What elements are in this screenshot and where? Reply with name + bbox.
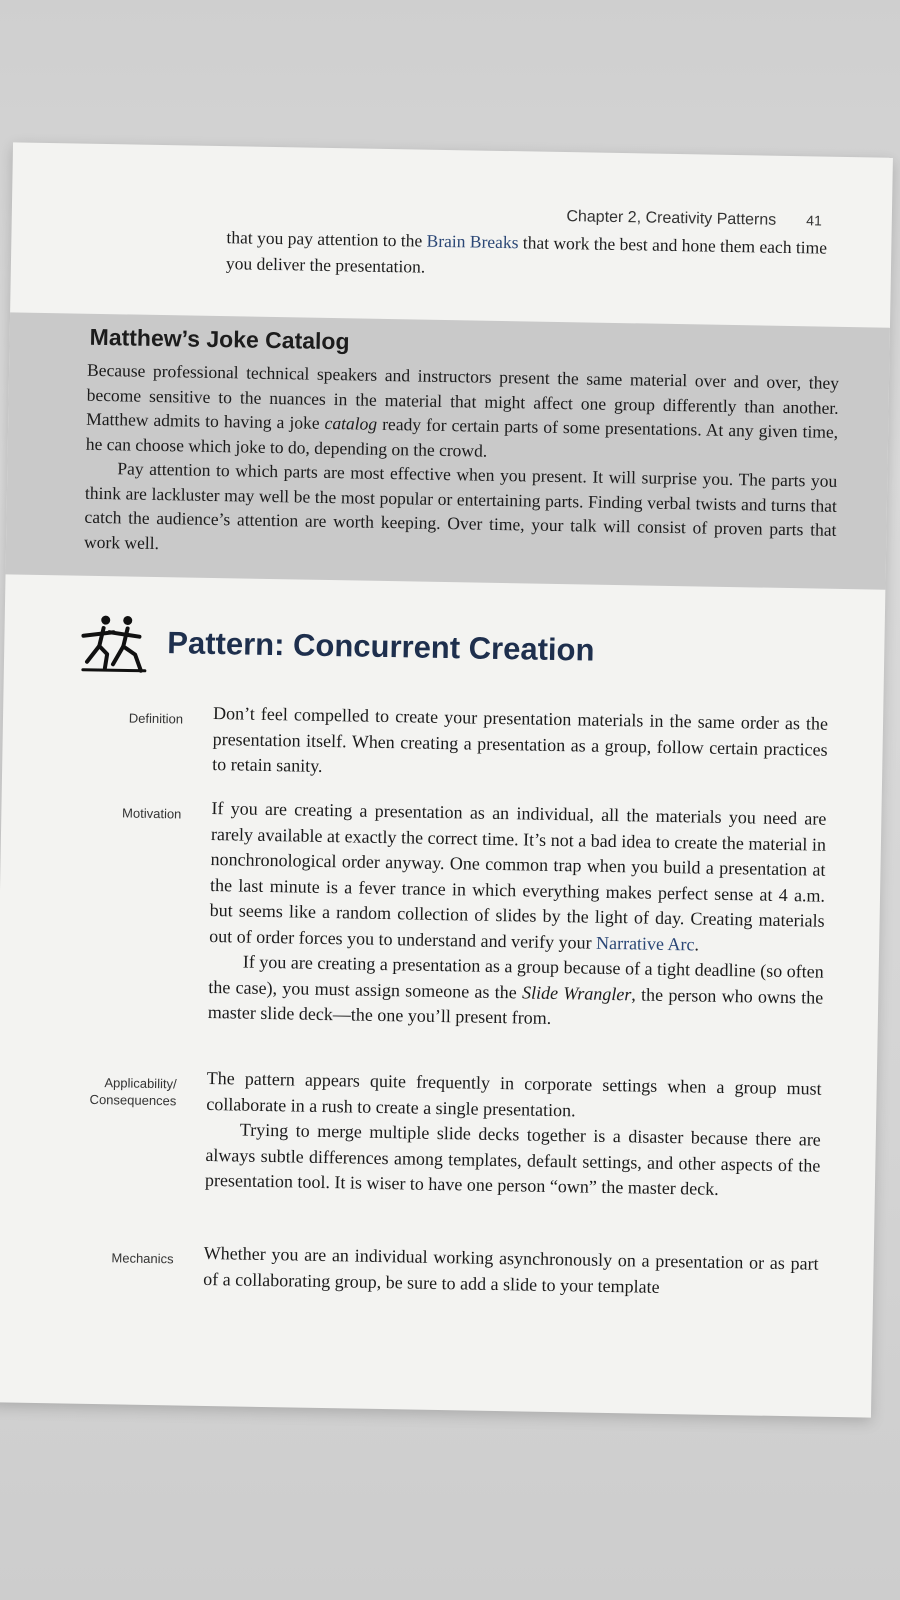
runners-icon: [79, 614, 150, 675]
motivation-p2-start: If you are creating a presentation as a group because of a tight deadline (so often the case), you must assign someone as the: [208, 951, 824, 1002]
catalog-emphasis: catalog: [324, 412, 378, 434]
motivation-p2-end: , the person who owns the master slide deck—the one you’ll present from.: [207, 983, 824, 1028]
narrative-arc-link[interactable]: Narrative Arc: [595, 932, 695, 954]
sidebar-paragraph-1: [86, 358, 840, 469]
mechanics-label: Mechanics: [111, 1250, 174, 1267]
applicability-text: [205, 1066, 822, 1204]
running-head: [566, 208, 822, 230]
sidebar-body: [84, 358, 839, 567]
applicability-label: [36, 1073, 177, 1109]
book-page: [0, 142, 893, 1417]
intro-text-end: that work the best and hone them each time you deliver the presentation.: [225, 232, 828, 277]
sidebar-p1-start: Because professional technical speakers and instructors present the same material over and over, they become sensitive to the nuances in the material that might affect one group differently than another. Matthew admits to having a joke: [86, 359, 840, 433]
motivation-label: Motivation: [121, 805, 182, 822]
motivation-paragraph-2: [208, 949, 824, 1036]
applicability-paragraph-2: Trying to merge multiple slide decks together is a disaster because there are always subtle differences among templates, default settings, and other aspects of the presentation tool. It is wiser to have one person “own” the master deck.: [204, 1119, 821, 1199]
chapter-title: Chapter 2, Creativity Patterns: [566, 208, 777, 229]
motivation-p1-end: .: [694, 933, 700, 955]
slide-wrangler-emphasis: Slide Wrangler: [521, 981, 632, 1004]
applicability-label-line-1: Applicability/: [104, 1075, 177, 1092]
sidebar-paragraph-2: Pay attention to which parts are most effective when you present. It will surprise you. The parts you think are lackluster may well be the most popular or entertaining parts. Finding verbal twists and turns that catch the audience’s attention are worth keeping. Over time, your talk will consist of proven parts that work well.: [83, 458, 838, 553]
page-number: 41: [806, 212, 822, 229]
joke-catalog-sidebar: [6, 312, 890, 589]
intro-paragraph: [226, 224, 832, 287]
applicability-paragraph-1: The pattern appears quite frequently in corporate settings when a group must collaborate in a rush to create a single presentation.: [206, 1067, 822, 1120]
motivation-text: [208, 796, 827, 1036]
intro-text-start: that you pay attention to the: [226, 227, 427, 251]
sidebar-p1-end: ready for certain parts of some presentations. At any given time, he can choose which joke to do, depending on the crowd.: [85, 413, 839, 461]
sidebar-title: Matthew’s Joke Catalog: [89, 323, 350, 355]
definition-text: Don’t feel compelled to create your presentation materials in the same order as the presentation itself. When creating a presentation as a group, follow certain practices to retain sanity.: [212, 702, 829, 776]
pattern-title: Pattern: Concurrent Creation: [167, 625, 595, 668]
mechanics-text: Whether you are an individual working asynchronously on a presentation or as part of a collaborating group, be sure to add a slide to your template: [203, 1242, 819, 1297]
motivation-paragraph-1: [209, 796, 827, 960]
definition-label: Definition: [128, 710, 184, 727]
applicability-label-line-2: Consequences: [89, 1091, 177, 1109]
brain-breaks-link[interactable]: Brain Breaks: [426, 230, 519, 253]
motivation-p1-start: If you are creating a presentation as an individual, all the materials you need are rarely available at exactly the correct time. It’s not a bad idea to create the material in nonchronological order anyway. One common trap when you build a presentation at the last minute is a fever trance in which everything makes perfect sense at 4 a.m. but seems like a random collection of slides by the light of day. Creating materials out of order forces you to understand and verify your: [209, 797, 827, 953]
